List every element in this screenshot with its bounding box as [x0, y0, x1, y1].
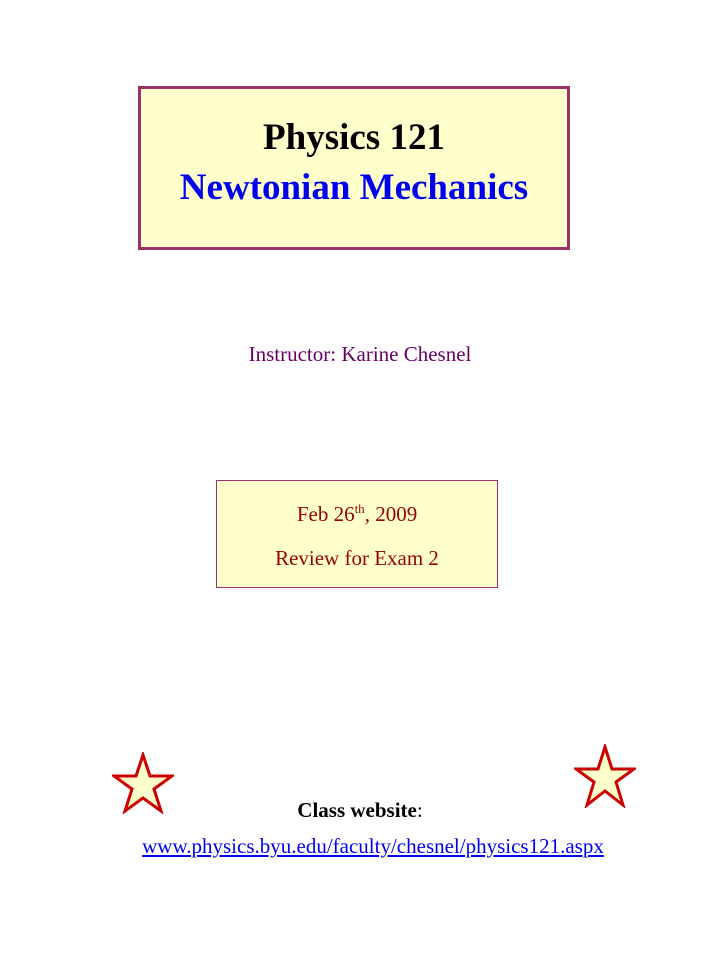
- title-box: [138, 86, 570, 250]
- session-subtitle: Review for Exam 2: [275, 546, 439, 570]
- instructor-name: Instructor: Karine Chesnel: [248, 342, 472, 366]
- session-box: [216, 480, 498, 588]
- course-name-title: Newtonian Mechanics: [179, 167, 529, 208]
- website-label-text: Class website: [297, 798, 417, 822]
- session-date-suffix: th: [354, 501, 365, 516]
- website-label: [0, 796, 720, 824]
- website-label-colon: :: [416, 798, 423, 822]
- course-number-title: Physics 121: [263, 117, 445, 158]
- session-date-main: Feb 26: [296, 502, 355, 526]
- website-link[interactable]: www.physics.byu.edu/faculty/chesnel/physics121.aspx: [142, 834, 604, 858]
- session-date: [217, 499, 497, 529]
- session-date-year: , 2009: [364, 502, 418, 526]
